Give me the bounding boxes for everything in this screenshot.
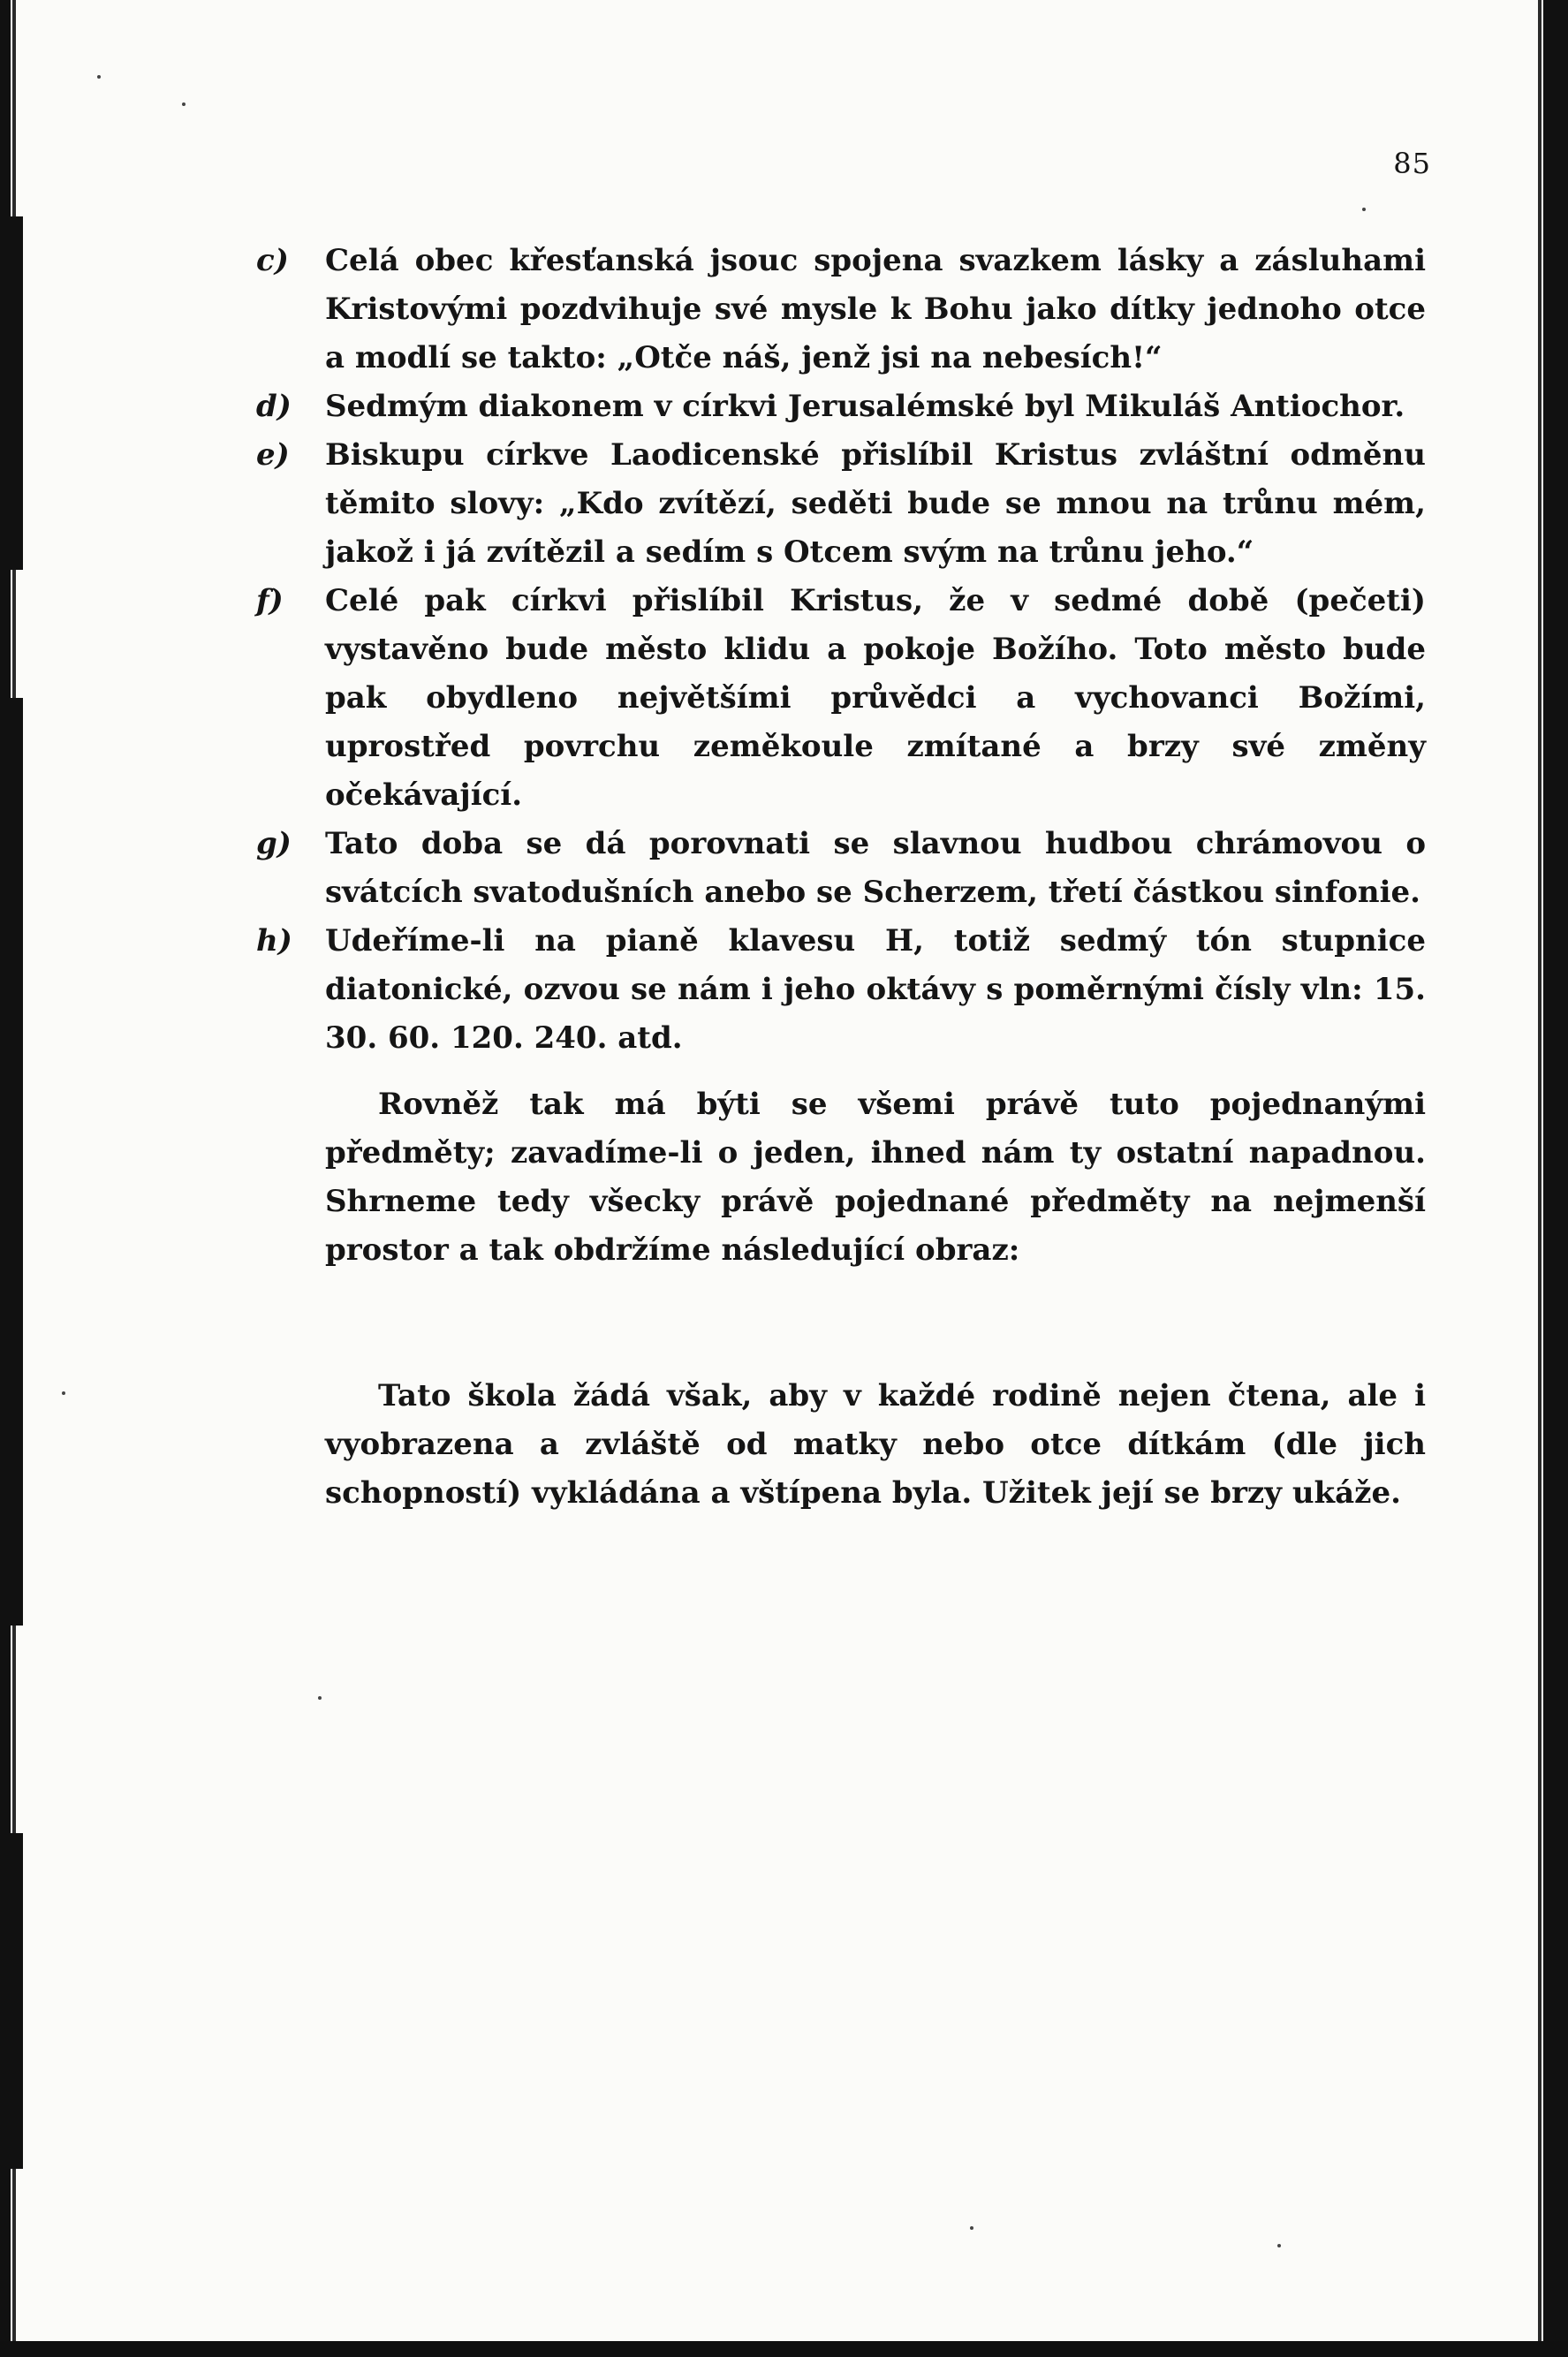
binding-mark — [11, 1833, 23, 2169]
item-marker: g) — [256, 826, 292, 861]
item-marker: c) — [256, 243, 289, 278]
item-text: Udeříme-li na pianě klavesu H, totiž sedmý tón stupnice diatonické, ozvou se nám i jeho oktávy s poměrnými čísly vln: 15. 30. 60. 120. 240. atd. — [325, 923, 1426, 1056]
list-item — [256, 577, 1426, 820]
summary-paragraph: Rovněž tak má býti se všemi právě tuto pojednanými předměty; zavadíme-li o jeden, ihned nám ty ostatní napadnou. Shrneme tedy všecky právě pojednané předměty na nejmenší prostor a tak obdržíme následující obraz: — [325, 1087, 1426, 1268]
item-marker: h) — [256, 923, 292, 959]
paper-speck — [1277, 2244, 1281, 2247]
paper-speck — [62, 1391, 65, 1395]
binding-mark — [11, 698, 23, 1626]
paper-speck — [1362, 208, 1366, 211]
right-binding-inner-edge — [1538, 0, 1541, 2357]
list-item — [256, 383, 1426, 431]
paper-speck — [318, 1696, 322, 1700]
page-number: 85 — [1393, 147, 1431, 180]
item-marker: f) — [256, 583, 284, 618]
list-item — [256, 237, 1426, 383]
paper-speck — [97, 75, 101, 79]
item-text: Biskupu církve Laodicenské přislíbil Kristus zvláštní odměnu těmito slovy: „Kdo zvítězí, seděti bude se mnou na trůnu mém, jakož i já zvítězil a sedím s Otcem svým na trůnu jeho.“ — [325, 437, 1426, 570]
item-marker: e) — [256, 437, 290, 473]
paper-speck — [970, 2226, 973, 2230]
closing-paragraph: Tato škola žádá však, aby v každé rodině nejen čtena, ale i vyobrazena a zvláště od matky nebo otce dítkám (dle jich schopností) vykládána a vštípena byla. Užitek její se brzy ukáže. — [325, 1378, 1426, 1511]
bottom-page-edge — [0, 2341, 1568, 2357]
list-item — [256, 431, 1426, 577]
right-binding-edge — [1543, 0, 1568, 2357]
left-binding-edge — [0, 0, 11, 2357]
paper-speck — [182, 102, 186, 106]
item-text: Celá obec křesťanská jsouc spojena svazkem lásky a zásluhami Kristovými pozdvihuje své mysle k Bohu jako dítky jednoho otce a modlí se takto: „Otče náš, jenž jsi na nebesích!“ — [325, 243, 1426, 375]
item-text: Celé pak církvi přislíbil Kristus, že v sedmé době (pečeti) vystavěno bude město klidu a pokoje Božího. Toto město bude pak obydleno největšími průvědci a vychovanci Božími, uprostřed povrchu zeměkoule zmítané a brzy své změny očekávající. — [325, 583, 1426, 813]
binding-mark — [11, 216, 23, 570]
list-item — [256, 917, 1426, 1063]
item-text: Sedmým diakonem v církvi Jerusalémské byl Mikuláš Antiochor. — [325, 389, 1405, 424]
item-marker: d) — [256, 389, 292, 424]
main-text — [256, 237, 1426, 1548]
list-item — [256, 820, 1426, 917]
item-text: Tato doba se dá porovnati se slavnou hudbou chrámovou o svátcích svatodušních anebo se Scherzem, třetí částkou sinfonie. — [325, 826, 1426, 910]
